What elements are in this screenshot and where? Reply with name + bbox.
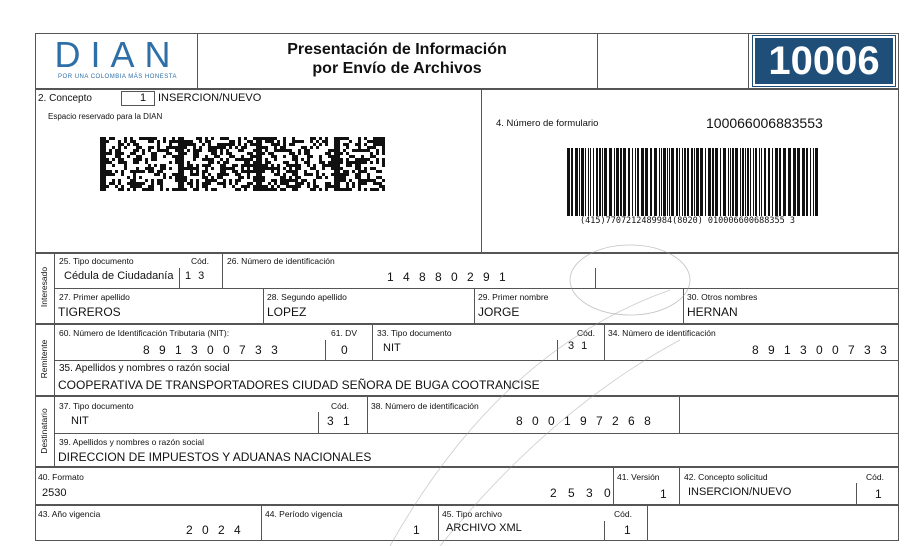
received-stamp-watermark — [380, 230, 700, 546]
page-title — [197, 40, 597, 78]
rem-tipo-doc-label: 33. Tipo documento — [377, 328, 452, 338]
concepto-sol-value: INSERCION/NUEVO — [688, 486, 792, 498]
concepto-code-box — [121, 91, 155, 106]
rem-razon-value: COOPERATIVA DE TRANSPORTADORES CIUDAD SEÑORA DE BUGA COOTRANCISE — [58, 378, 540, 392]
anio-value: 2 0 2 4 — [186, 523, 244, 537]
version-value: 1 — [660, 487, 667, 501]
tipo-archivo-code: 1 — [624, 523, 631, 537]
rem-tipo-doc-value: NIT — [383, 342, 401, 354]
reserved-label: Espacio reservado para la DIAN — [48, 112, 163, 121]
int-cod-label: Cód. — [191, 256, 209, 266]
rem-nit-label: 60. Número de Identificación Tributaria (NIT): — [59, 328, 230, 338]
des-num-id-value: 8 0 0 1 9 7 2 6 8 — [516, 414, 654, 428]
title-line-2: por Envío de Archivos — [312, 60, 482, 77]
int-num-id-label: 26. Número de identificación — [227, 256, 335, 266]
rem-dv-value: 0 — [341, 343, 348, 357]
des-tipo-doc-value: NIT — [71, 415, 89, 427]
des-tipo-doc-label: 37. Tipo documento — [59, 401, 134, 411]
des-tipo-doc-code: 3 1 — [327, 414, 353, 428]
rem-num-id-label: 34. Número de identificación — [608, 328, 716, 338]
int-otros-label: 30. Otros nombres — [687, 292, 758, 302]
version-label: 41. Versión — [617, 472, 660, 482]
int-apellido1-value: TIGREROS — [58, 305, 121, 319]
int-nombre1-label: 29. Primer nombre — [478, 292, 549, 302]
periodo-label: 44. Período vigencia — [265, 509, 343, 519]
concepto-sol-label: 42. Concepto solicitud — [684, 472, 768, 482]
formulario-value: 100066006883553 — [706, 115, 823, 131]
linear-barcode — [567, 148, 822, 216]
int-otros-value: HERNAN — [687, 305, 738, 319]
form-number: 10006 — [768, 39, 880, 83]
int-num-id-value: 1 4 8 8 0 2 9 1 — [387, 270, 509, 284]
concepto-code: 1 — [140, 92, 147, 104]
formato-value: 2530 — [42, 487, 67, 499]
formato-code: 2 5 3 0 — [550, 486, 615, 500]
dian-logo — [40, 36, 195, 86]
int-apellido2-label: 28. Segundo apellido — [267, 292, 347, 302]
periodo-value: 1 — [413, 523, 420, 537]
rem-cod-label: Cód. — [577, 328, 595, 338]
int-tipo-doc-label: 25. Tipo documento — [59, 256, 134, 266]
des-cod-label: Cód. — [331, 401, 349, 411]
rem-dv-label: 61. DV — [331, 328, 357, 338]
remitente-side-label: Remitente — [39, 339, 49, 379]
des-razon-value: DIRECCION DE IMPUESTOS Y ADUANAS NACIONALES — [58, 450, 372, 464]
tipo-archivo-cod-label: Cód. — [614, 509, 632, 519]
rem-num-id-value: 8 9 1 3 0 0 7 3 3 — [752, 343, 890, 357]
concepto-sol-code: 1 — [875, 487, 882, 501]
concepto-value: INSERCION/NUEVO — [158, 92, 262, 104]
des-razon-label: 39. Apellidos y nombres o razón social — [59, 437, 205, 447]
des-num-id-label: 38. Número de identificación — [371, 401, 479, 411]
destinatario-side-label: Destinatario — [39, 408, 49, 454]
datamatrix-barcode — [100, 137, 385, 193]
rem-razon-label: 35. Apellidos y nombres o razón social — [59, 363, 230, 374]
concepto-label: 2. Concepto — [38, 93, 92, 104]
anio-label: 43. Año vigencia — [38, 509, 101, 519]
form-number-badge — [753, 36, 895, 86]
title-line-1: Presentación de Información — [287, 41, 507, 58]
formulario-label: 4. Número de formulario — [496, 118, 599, 129]
logo-tagline: POR UNA COLOMBIA MÁS HONESTA — [58, 74, 177, 80]
barcode-text: (415)7707212489984(8020) 010006600688355 3 — [580, 216, 795, 226]
concepto-sol-cod-label: Cód. — [866, 472, 884, 482]
interesado-side-label: Interesado — [39, 266, 49, 308]
int-tipo-doc-value: Cédula de Ciudadanía — [64, 270, 174, 282]
int-apellido2-value: LOPEZ — [267, 305, 307, 319]
rem-tipo-doc-code: 3 1 — [568, 340, 590, 352]
tipo-archivo-value: ARCHIVO XML — [446, 522, 522, 534]
tipo-archivo-label: 45. Tipo archivo — [442, 509, 503, 519]
formato-label: 40. Formato — [38, 472, 84, 482]
int-nombre1-value: JORGE — [478, 305, 520, 319]
int-tipo-doc-code: 1 3 — [185, 270, 207, 282]
int-apellido1-label: 27. Primer apellido — [59, 292, 130, 302]
rem-nit-value: 8 9 1 3 0 0 7 3 3 — [143, 343, 281, 357]
logo-text: DIAN — [54, 34, 181, 75]
